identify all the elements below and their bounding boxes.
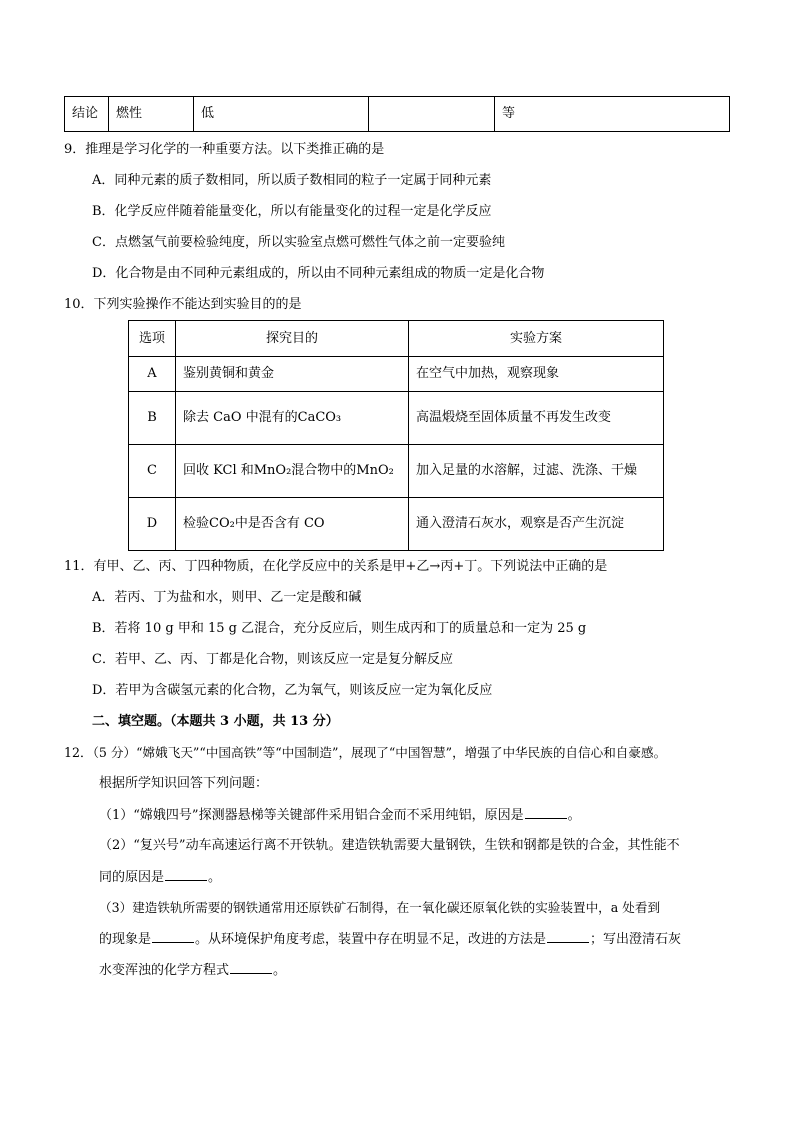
answer-blank[interactable] — [547, 930, 589, 943]
q10-table — [128, 320, 664, 551]
q12-part1-end: 。 — [567, 808, 581, 823]
formula-co2: CO₂ — [209, 516, 235, 531]
q10-row-a-plan: 在空气中加热，观察现象 — [409, 357, 664, 392]
goal-text: 回收 KCl 和 — [183, 463, 254, 478]
q12-part3-text4: 水变浑浊的化学方程式 — [99, 963, 230, 978]
table-row — [129, 357, 664, 392]
q11-option-a: A．若丙、丁为盐和水，则甲、乙一定是酸和碱 — [92, 590, 362, 605]
top-cell-blank — [369, 97, 495, 132]
formula-caco3: CaCO₃ — [297, 410, 342, 425]
answer-blank[interactable] — [152, 930, 194, 943]
goal-text: 鉴别黄铜和黄金 — [183, 366, 275, 381]
top-cell-flammability: 燃性 — [109, 97, 194, 132]
q12-instruction: 根据所学知识回答下列问题： — [99, 776, 269, 791]
q10-row-a-option: A — [129, 357, 176, 392]
q10-header-row — [129, 321, 664, 357]
q12-part2-text: 同的原因是 — [99, 870, 165, 885]
q10-header-plan: 实验方案 — [409, 321, 664, 357]
top-table — [64, 96, 730, 132]
q12-part2-end: 。 — [208, 870, 222, 885]
q12-part3-line1: （3）建造铁轨所需要的钢铁通常用还原铁矿石制得，在一氧化碳还原氧化铁的实验装置中，a 处看到 — [99, 900, 661, 915]
q10-row-d-plan: 通入澄清石灰水，观察是否产生沉淀 — [409, 498, 664, 551]
q12-part2-line2 — [99, 868, 221, 887]
formula-mno2: MnO₂ — [253, 463, 292, 478]
goal-text-mid: 中是否含有 CO — [234, 516, 325, 531]
q10-row-d-goal — [176, 498, 409, 551]
q10-row-a-goal — [176, 357, 409, 392]
q12-part3-text: 的现象是 — [99, 932, 152, 947]
q10-row-c-goal — [176, 445, 409, 498]
q12-part2-line1: （2）“复兴号”动车高速运行离不开铁轨。建造铁轨需要大量钢铁，生铁和钢都是铁的合金，其性能不 — [99, 838, 680, 853]
q10-row-b-goal — [176, 392, 409, 445]
goal-text: 除去 CaO 中混有的 — [183, 410, 298, 425]
q10-stem: 10．下列实验操作不能达到实验目的的是 — [64, 297, 302, 312]
goal-text-mid: 混合物中的 — [291, 463, 357, 478]
q12-part3-end: 。 — [273, 963, 287, 978]
section-heading: 二、填空题。（本题共 3 小题，共 13 分） — [92, 714, 339, 729]
top-cell-etc: 等 — [495, 97, 730, 132]
q12-stem: 12．（5 分）“嫦娥飞天”“中国高铁”等“中国制造”，展现了“中国智慧”，增强了中华民族的自信心和自豪感。 — [64, 745, 667, 760]
table-row — [129, 392, 664, 445]
formula-mno2: MnO₂ — [356, 463, 394, 478]
q12-part3-line2 — [99, 930, 681, 949]
answer-blank[interactable] — [230, 961, 272, 974]
top-cell-low: 低 — [194, 97, 369, 132]
goal-text: 检验 — [183, 516, 210, 531]
q10-row-c-option: C — [129, 445, 176, 498]
q9-option-d: D．化合物是由不同种元素组成的，所以由不同种元素组成的物质一定是化合物 — [92, 266, 545, 281]
q10-header-option: 选项 — [129, 321, 176, 357]
q12-part1 — [99, 806, 581, 825]
answer-blank[interactable] — [525, 806, 567, 819]
q12-part3-text3: ；写出澄清石灰 — [590, 932, 682, 947]
q12-part3-line3 — [99, 961, 286, 980]
q11-option-c: C．若甲、乙、丙、丁都是化合物，则该反应一定是复分解反应 — [92, 652, 453, 667]
q10-row-b-plan: 高温煅烧至固体质量不再发生改变 — [409, 392, 664, 445]
q11-option-b: B．若将 10 g 甲和 15 g 乙混合，充分反应后，则生成丙和丁的质量总和一定为 25 g — [92, 621, 587, 636]
q12-part3-text2: 。从环境保护角度考虑，装置中存在明显不足，改进的方法是 — [195, 932, 547, 947]
answer-blank[interactable] — [165, 868, 207, 881]
q11-option-d: D．若甲为含碳氢元素的化合物，乙为氧气，则该反应一定为氧化反应 — [92, 683, 493, 698]
q9-stem: 9．推理是学习化学的一种重要方法。以下类推正确的是 — [64, 142, 385, 157]
table-row — [129, 445, 664, 498]
q12-part1-text: （1）“嫦娥四号”探测器悬梯等关键部件采用铝合金而不采用纯铝，原因是 — [99, 808, 524, 823]
q9-option-c: C．点燃氢气前要检验纯度，所以实验室点燃可燃性气体之前一定要验纯 — [92, 235, 505, 250]
q10-row-b-option: B — [129, 392, 176, 445]
q10-row-d-option: D — [129, 498, 176, 551]
q9-option-b: B．化学反应伴随着能量变化，所以有能量变化的过程一定是化学反应 — [92, 204, 492, 219]
q9-option-a: A．同种元素的质子数相同，所以质子数相同的粒子一定属于同种元素 — [92, 173, 492, 188]
q11-stem: 11．有甲、乙、丙、丁四种物质，在化学反应中的关系是甲+乙→丙+丁。下列说法中正确的是 — [64, 559, 608, 574]
q10-row-c-plan: 加入足量的水溶解，过滤、洗涤、干燥 — [409, 445, 664, 498]
q10-header-goal: 探究目的 — [176, 321, 409, 357]
top-cell-conclusion: 结论 — [65, 97, 109, 132]
table-row — [129, 498, 664, 551]
